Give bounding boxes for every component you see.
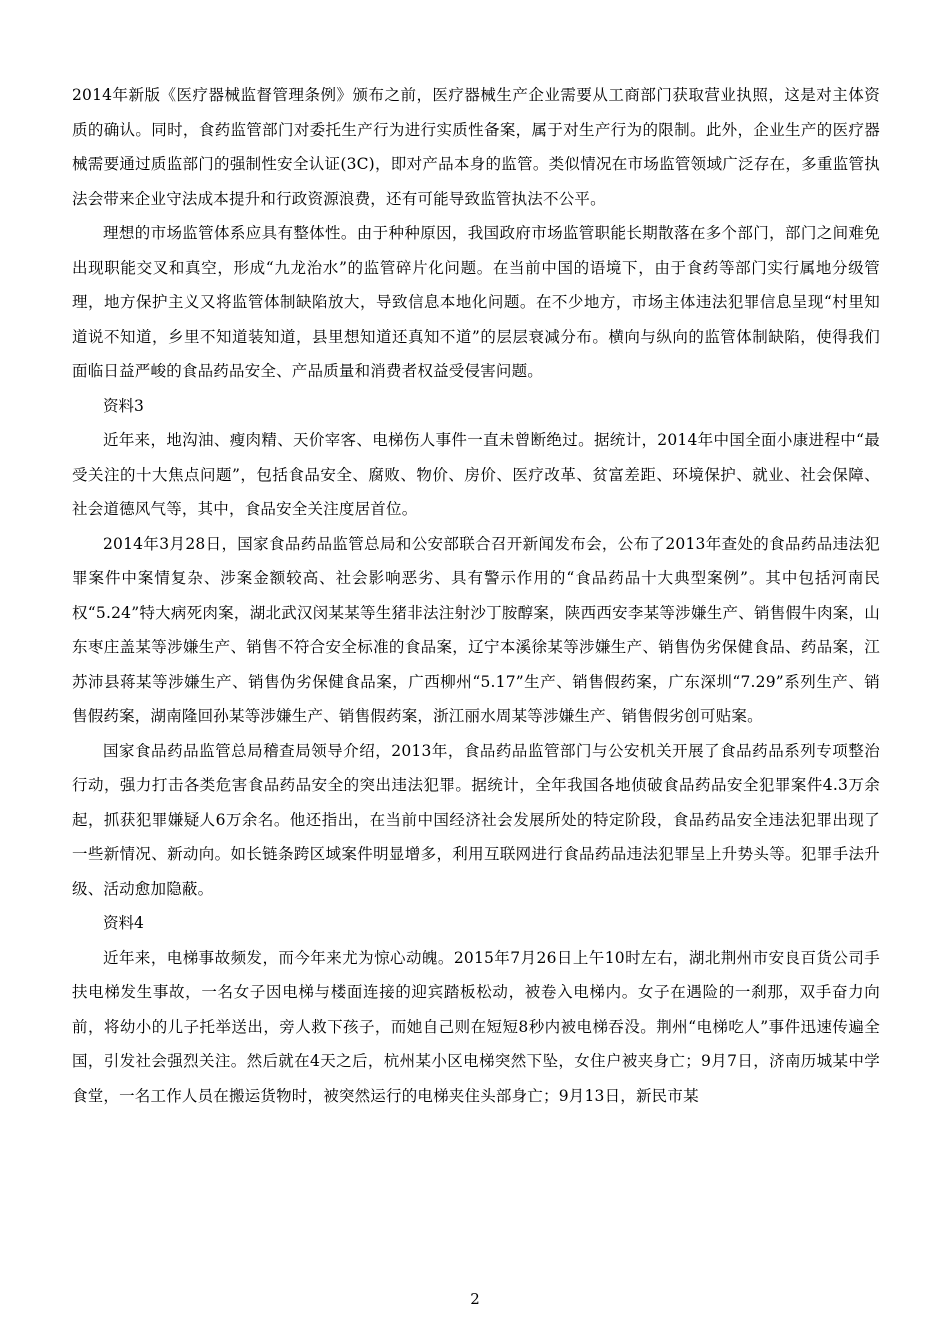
paragraph-ten-typical-cases: 2014年3月28日，国家食品药品监管总局和公安部联合召开新闻发布会，公布了2013年查处的食品药品违法犯罪案件中案情复杂、涉案金额较高、社会影响恶劣、具有警示作用的“食品药品十大典型案例”。其中包括河南民权“5.24”特大病死肉案，湖北武汉闵某某等生猪非法注射沙丁胺醇案，陕西西安李某等涉嫌生产、销售假牛肉案，山东枣庄盖某等涉嫌生产、销售不符合安全标准的食品案，辽宁本溪徐某等涉嫌生产、销售伪劣保健食品、药品案，江苏沛县蒋某等涉嫌生产、销售伪劣保健食品案，广西柳州“5.17”生产、销售假药案，广东深圳“7.29”系列生产、销售假药案，湖南隆回孙某等涉嫌生产、销售假药案，浙江丽水周某等涉嫌生产、销售假劣创可贴案。 [72,534,880,725]
paragraph-enforcement-statistics: 国家食品药品监管总局稽查局领导介绍，2013年，食品药品监管部门与公安机关开展了食品药品系列专项整治行动，强力打击各类危害食品药品安全的突出违法犯罪。据统计，全年我国各地侦破食品药品安全犯罪案件4.3万余起，抓获犯罪嫌疑人6万余名。他还指出，在当前中国经济社会发展所处的特定阶段，食品药品安全违法犯罪出现了一些新情况、新动向。如长链条跨区域案件明显增多，利用互联网进行食品药品违法犯罪呈上升势头等。犯罪手法升级、活动愈加隐蔽。 [72,741,880,898]
paragraph-food-safety-concern: 近年来，地沟油、瘦肉精、天价宰客、电梯伤人事件一直未曾断绝过。据统计，2014年中国全面小康进程中“最受关注的十大焦点问题”，包括食品安全、腐败、物价、房价、医疗改革、贫富差距、环境保护、就业、社会保障、社会道德风气等，其中，食品安全关注度居首位。 [72,431,880,518]
page-number: 2 [470,1290,480,1308]
paragraph-elevator-accidents: 近年来，电梯事故频发，而今年来尤为惊心动魄。2015年7月26日上午10时左右，湖北荆州市安良百货公司手扶电梯发生事故，一名女子因电梯与楼面连接的迎宾踏板松动，被卷入电梯内。女子在遇险的一刹那，双手奋力向前，将幼小的儿子托举送出，旁人救下孩子，而她自己则在短短8秒内被电梯吞没。荆州“电梯吃人”事件迅速传遍全国，引发社会强烈关注。然后就在4天之后，杭州某小区电梯突然下坠，女住户被夹身亡；9月7日，济南历城某中学食堂，一名工作人员在搬运货物时，被突然运行的电梯夹住头部身亡；9月13日，新民市某 [72,948,880,1105]
paragraph-medical-device-regulation: 2014年新版《医疗器械监督管理条例》颁布之前，医疗器械生产企业需要从工商部门获取营业执照，这是对主体资质的确认。同时，食药监管部门对委托生产行为进行实质性备案，属于对生产行为的限制。此外，企业生产的医疗器械需要通过质监部门的强制性安全认证(3C)，即对产品本身的监管。类似情况在市场监管领域广泛存在，多重监管执法会带来企业守法成本提升和行政资源浪费，还有可能导致监管执法不公平。 [72,86,880,208]
section-heading-material-4: 资料4 [103,914,144,932]
document-body [72,78,880,1113]
paragraph-market-supervision-system: 理想的市场监管体系应具有整体性。由于种种原因，我国政府市场监管职能长期散落在多个部门，部门之间难免出现职能交叉和真空，形成“九龙治水”的监管碎片化问题。在当前中国的语境下，由于食药等部门实行属地分级管理，地方保护主义又将监管体制缺陷放大，导致信息本地化问题。在不少地方，市场主体违法犯罪信息呈现“村里知道说不知道，乡里不知道装知道，县里想知道还真知不道”的层层衰减分布。横向与纵向的监管体制缺陷，使得我们面临日益严峻的食品药品安全、产品质量和消费者权益受侵害问题。 [72,224,880,380]
section-heading-material-3: 资料3 [103,396,144,415]
